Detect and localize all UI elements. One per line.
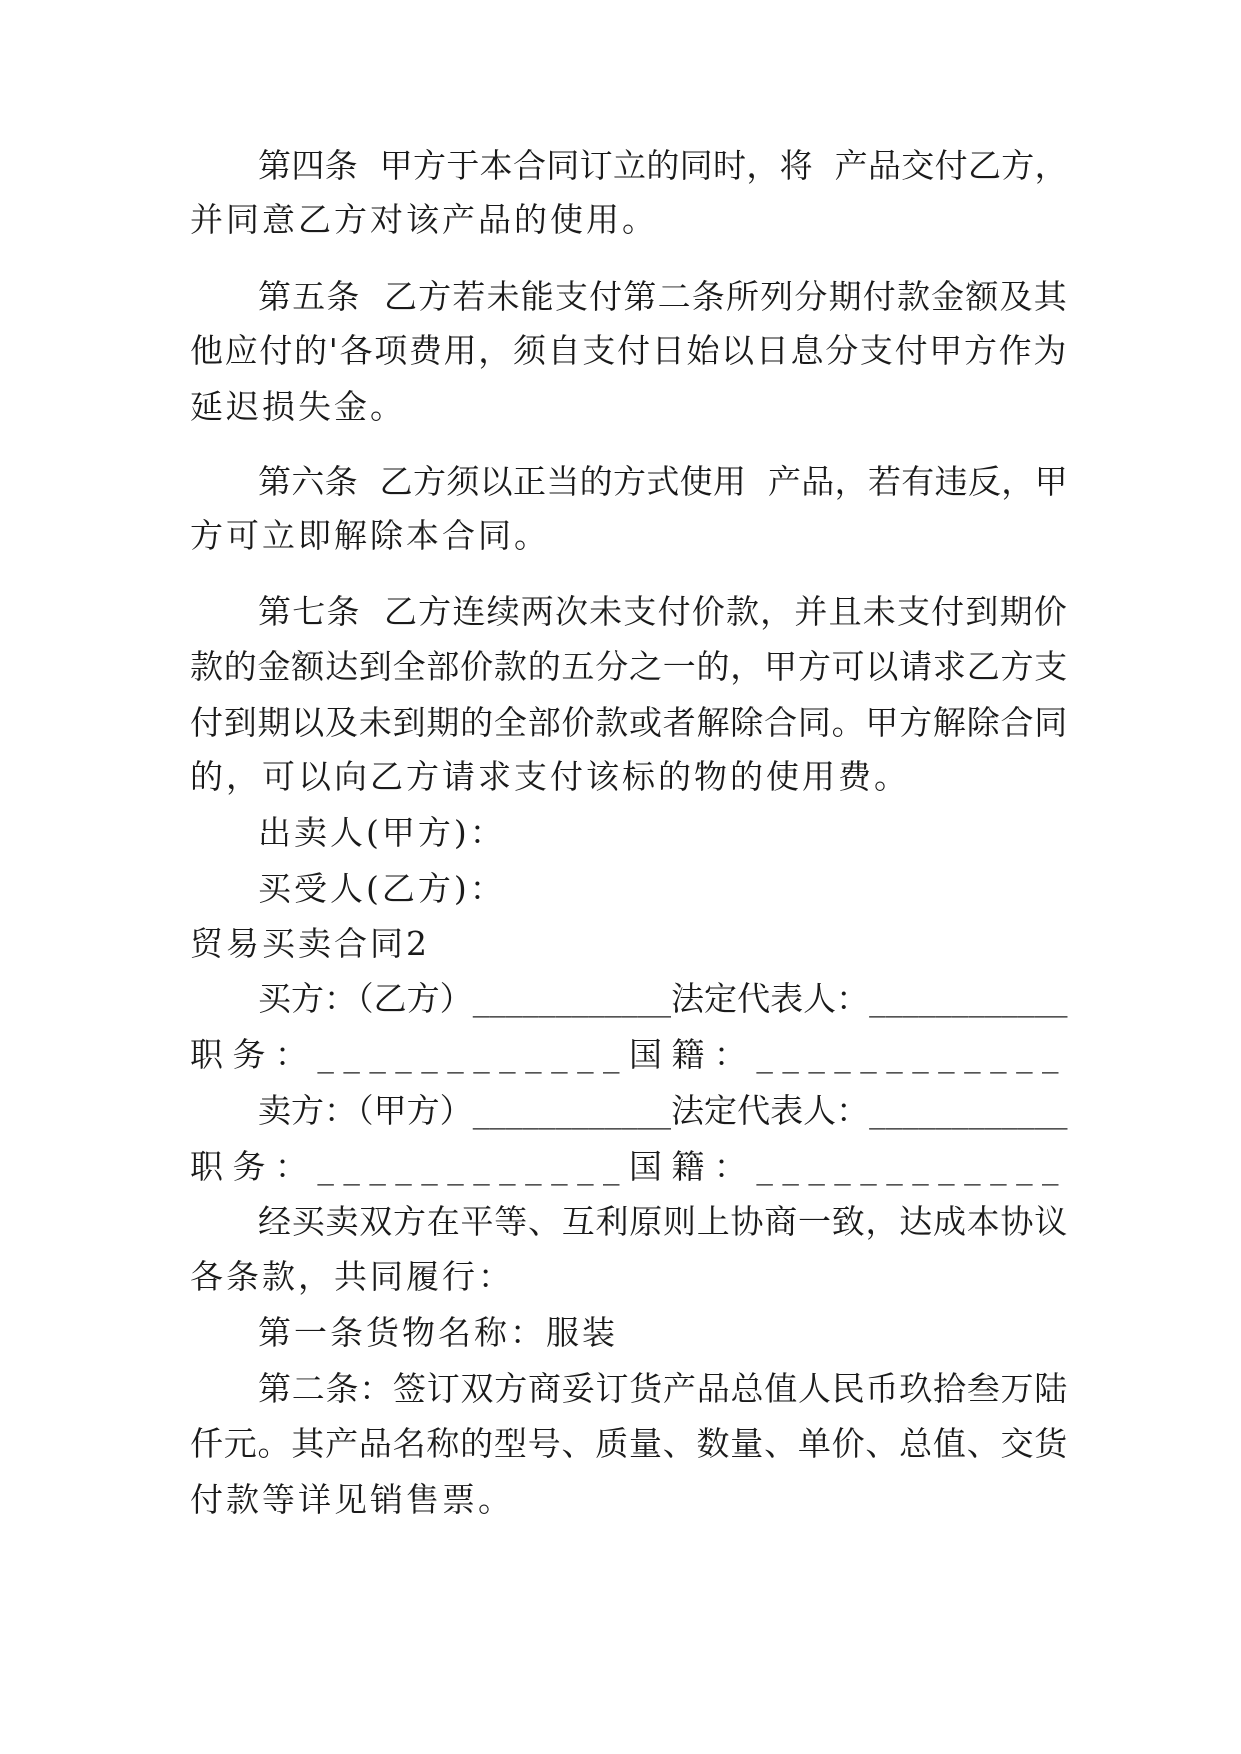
buyer-signature-line: 买受人(乙方)：	[258, 869, 506, 908]
article-7-line-3: 付到期以及未到期的全部价款或者解除合同。甲方解除合同	[190, 703, 1068, 742]
article-5-line-2: 他应付的'各项费用，须自支付日始以日息分支付甲方作为	[190, 331, 1069, 370]
clause-2-line-3: 付款等详见销售票。	[190, 1480, 514, 1519]
article-6-line-2: 方可立即解除本合同。	[190, 516, 550, 555]
seller-title-nationality-line: 职务：____________国籍：____________	[190, 1147, 1068, 1186]
clause-2-line-1: 第二条：签订双方商妥订货产品总值人民币玖拾叁万陆	[258, 1369, 1068, 1408]
article-4-line-2: 并同意乙方对该产品的使用。	[190, 200, 658, 239]
contract-2-title: 贸易买卖合同2	[190, 924, 430, 963]
buyer-title-nationality-line: 职务：____________国籍：____________	[190, 1035, 1068, 1074]
preamble-line-1: 经买卖双方在平等、互利原则上协商一致，达成本协议	[258, 1202, 1068, 1241]
seller-party-line: 卖方：（甲方）____________法定代表人：____________	[258, 1091, 1068, 1130]
article-4-line-1: 第四条 甲方于本合同订立的同时，将 产品交付乙方，	[258, 146, 1068, 185]
clause-1-line: 第一条货物名称：服装	[258, 1313, 618, 1352]
article-7-line-4: 的，可以向乙方请求支付该标的物的使用费。	[190, 757, 910, 796]
article-7-line-1: 第七条 乙方连续两次未支付价款，并且未支付到期价	[258, 592, 1068, 631]
buyer-party-line: 买方：（乙方）____________法定代表人：____________	[258, 979, 1068, 1018]
article-5-line-3: 延迟损失金。	[190, 387, 406, 426]
article-7-line-2: 款的金额达到全部价款的五分之一的，甲方可以请求乙方支	[190, 647, 1068, 686]
seller-signature-line: 出卖人(甲方)：	[258, 813, 506, 852]
article-5-line-1: 第五条 乙方若未能支付第二条所列分期付款金额及其	[258, 277, 1068, 316]
clause-2-line-2: 仟元。其产品名称的型号、质量、数量、单价、总值、交货	[190, 1424, 1068, 1463]
preamble-line-2: 各条款，共同履行：	[190, 1257, 514, 1296]
article-6-line-1: 第六条 乙方须以正当的方式使用 产品，若有违反，甲	[258, 462, 1068, 501]
